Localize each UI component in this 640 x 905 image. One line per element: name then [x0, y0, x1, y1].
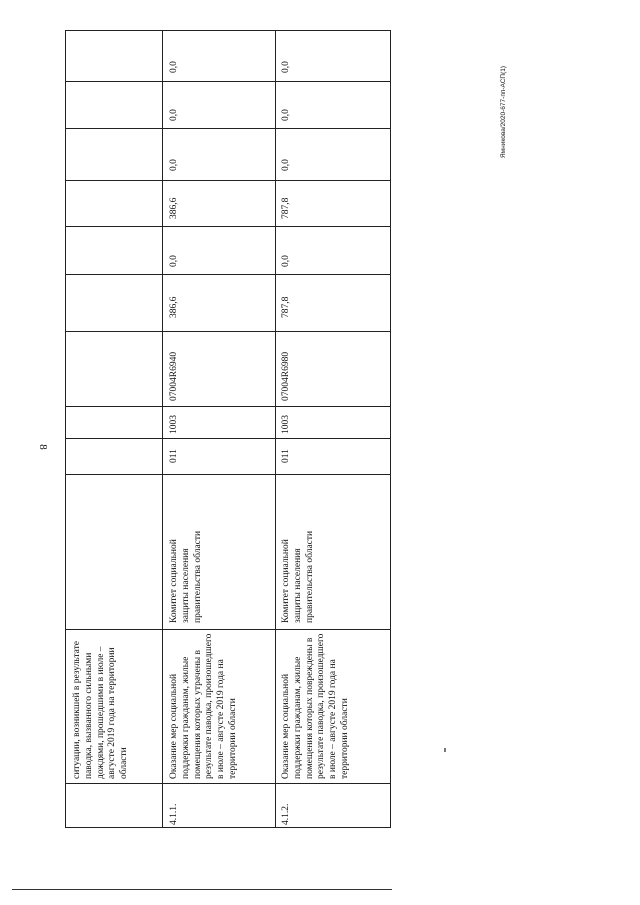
- executor-name: Комитет социальной защиты населения правительства области: [169, 530, 203, 623]
- table-row-divider: [66, 438, 390, 439]
- amount-value: 0,0: [281, 255, 291, 267]
- rzpr-code: 1003: [169, 415, 179, 434]
- table-row-divider: [66, 81, 390, 82]
- document-code-label: Ямникова/2020-677-пп-АСП(1): [500, 65, 507, 159]
- table-row-divider: [66, 180, 390, 181]
- table-row-divider: [66, 331, 390, 332]
- table-row-divider: [66, 128, 390, 129]
- amount-value: 0,0: [169, 255, 179, 267]
- table-row-divider: [66, 406, 390, 407]
- amount-value: 787,8: [281, 197, 291, 219]
- amount-value: 0,0: [169, 61, 179, 73]
- amount-value: 0,0: [169, 109, 179, 121]
- amount-value: 0,0: [281, 159, 291, 171]
- target-article-code: 07004R6980: [281, 351, 291, 401]
- amount-total: 386,6: [169, 296, 179, 318]
- amount-total: 787,8: [281, 296, 291, 318]
- rzpr-code: 1003: [281, 415, 291, 434]
- amount-value: 0,0: [169, 159, 179, 171]
- budget-table: [65, 30, 391, 828]
- row-number: 4.1.1.: [169, 803, 179, 825]
- scan-mark: [444, 748, 446, 752]
- table-column-divider: [275, 31, 276, 827]
- grbs-code: 011: [169, 449, 179, 463]
- measure-name: Оказание мер социальной поддержки гражданам, жилые помещения которых утрачены в результате паводка, произошедшего в июле – августе 2019 года на территории области: [169, 633, 238, 779]
- table-column-divider: [162, 31, 163, 827]
- grbs-code: 011: [281, 449, 291, 463]
- target-article-code: 07004R6940: [169, 351, 179, 401]
- continuation-text: ситуации, возникшей в результате паводка, вызванного сильными дождями, прошедшими в июле – августе 2019 года на территории области: [72, 640, 130, 779]
- page-number: 8: [37, 444, 49, 450]
- table-row-divider: [66, 226, 390, 227]
- table-row-divider: [66, 274, 390, 275]
- amount-value: 0,0: [281, 61, 291, 73]
- amount-value: 386,6: [169, 197, 179, 219]
- row-number: 4.1.2.: [281, 803, 291, 825]
- executor-name: Комитет социальной защиты населения правительства области: [281, 530, 315, 623]
- measure-name: Оказание мер социальной поддержки гражданам, жилые помещения которых повреждены в результате паводка, произошедшего в июле – августе 2019 года на территории области: [281, 633, 350, 779]
- footer-rule: [12, 889, 392, 890]
- amount-value: 0,0: [281, 109, 291, 121]
- table-row-divider: [66, 474, 390, 475]
- table-row-divider: [66, 783, 390, 784]
